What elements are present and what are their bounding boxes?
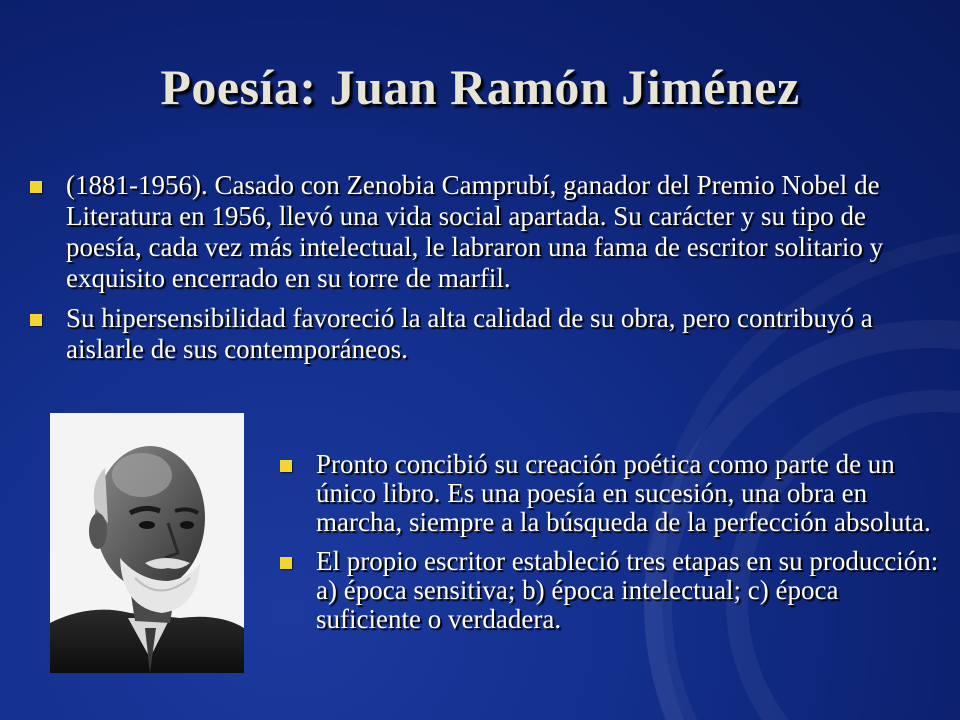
portrait-photo	[50, 413, 244, 673]
bullet-text: El propio escritor estableció tres etapas en su producción: a) época sensitiva; b) época intelectual; c) época suficiente o verdadera.	[316, 546, 939, 634]
slide-title: Poesía: Juan Ramón Jiménez	[160, 59, 800, 115]
bullet-item	[280, 547, 940, 634]
author-portrait	[50, 413, 244, 673]
top-bullet-list	[30, 170, 930, 374]
bullet-item	[30, 170, 930, 294]
bullet-square-icon	[280, 557, 292, 569]
bullet-square-icon	[30, 181, 42, 193]
bullet-text: Pronto concibió su creación poética como parte de un único libro. Es una poesía en sucesión, una obra en marcha, siempre a la búsqueda de la perfección absoluta.	[316, 449, 931, 537]
bullet-item	[30, 303, 930, 365]
bullet-item	[280, 450, 940, 537]
bullet-text: Su hipersensibilidad favoreció la alta calidad de su obra, pero contribuyó a aislarle de sus contemporáneos.	[66, 303, 873, 364]
bullet-square-icon	[30, 314, 42, 326]
bottom-bullet-list	[280, 450, 940, 644]
bullet-text: (1881-1956). Casado con Zenobia Camprubí, ganador del Premio Nobel de Literatura en 1956, llevó una vida social apartada. Su carácter y su tipo de poesía, cada vez más intelectual, le labraron una fama de escritor solitario y exquisito encerrado en su torre de marfil.	[66, 170, 884, 293]
bullet-square-icon	[280, 460, 292, 472]
